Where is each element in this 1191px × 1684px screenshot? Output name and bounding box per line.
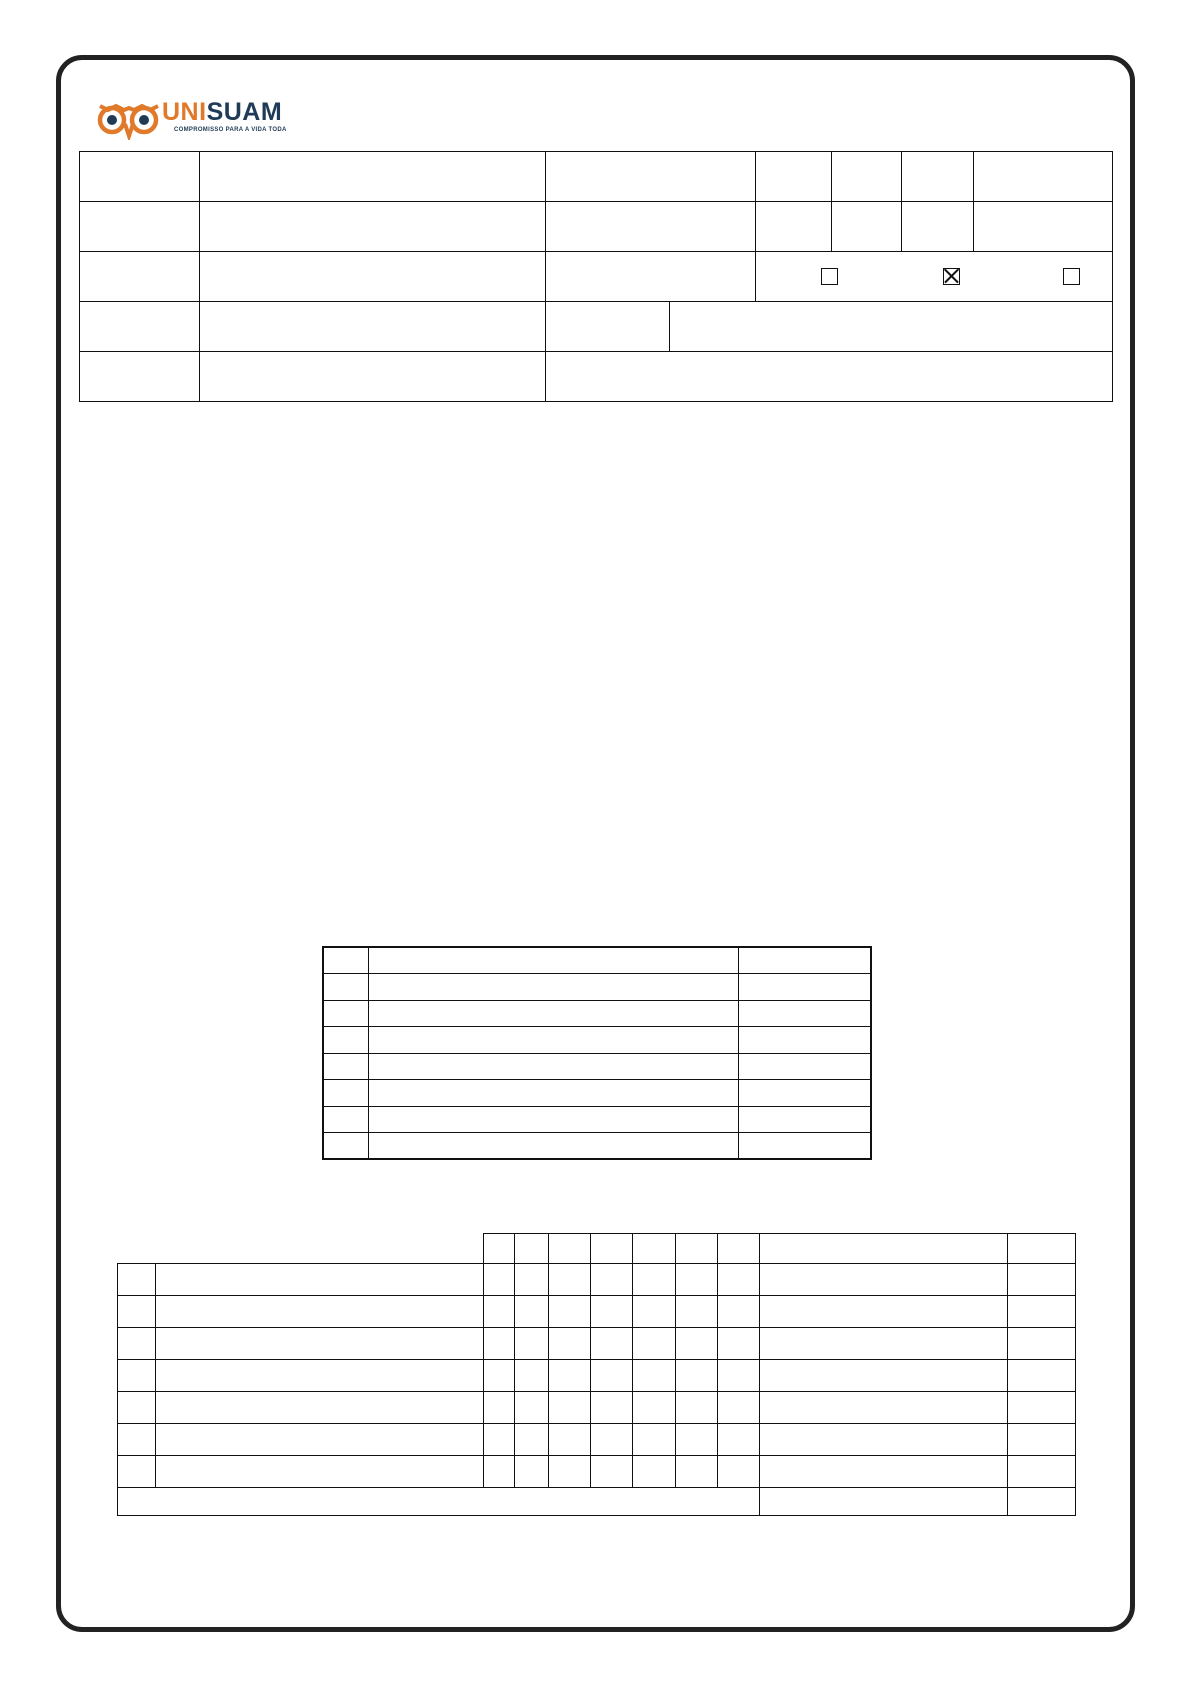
scores-cell bbox=[156, 1360, 484, 1392]
grade-cell bbox=[368, 1133, 738, 1160]
scores-cell bbox=[633, 1264, 676, 1296]
scores-cell bbox=[760, 1296, 1008, 1328]
scores-cell bbox=[676, 1392, 718, 1424]
grade-cell bbox=[368, 974, 738, 1001]
scores-cell bbox=[760, 1424, 1008, 1456]
scores-cell bbox=[515, 1392, 549, 1424]
scores-cell bbox=[718, 1296, 760, 1328]
header-cell bbox=[546, 302, 670, 352]
scores-cell bbox=[1008, 1392, 1076, 1424]
scores-row bbox=[118, 1360, 1076, 1392]
scores-cell bbox=[718, 1424, 760, 1456]
scores-footer-cell bbox=[118, 1488, 760, 1516]
scores-cell bbox=[549, 1264, 591, 1296]
grade-row bbox=[323, 1106, 871, 1133]
scores-cell bbox=[591, 1296, 633, 1328]
header-cell bbox=[200, 302, 546, 352]
header-cell bbox=[756, 202, 832, 252]
grade-row bbox=[323, 1000, 871, 1027]
scores-cell bbox=[515, 1328, 549, 1360]
header-cell bbox=[902, 202, 974, 252]
header-cell bbox=[200, 252, 546, 302]
scores-cell bbox=[118, 1392, 156, 1424]
scores-cell bbox=[156, 1328, 484, 1360]
grade-row bbox=[323, 974, 871, 1001]
header-info-table bbox=[79, 151, 1113, 402]
header-cell bbox=[80, 152, 200, 202]
modality-checkbox-2[interactable] bbox=[943, 268, 960, 285]
header-cell bbox=[200, 152, 546, 202]
grade-cell bbox=[323, 1027, 368, 1054]
scores-cell bbox=[633, 1456, 676, 1488]
logo-wordmark bbox=[162, 98, 282, 127]
scores-cell bbox=[1008, 1264, 1076, 1296]
grade-row bbox=[323, 1027, 871, 1054]
header-cell bbox=[974, 152, 1113, 202]
grade-cell bbox=[368, 1027, 738, 1054]
header-cell bbox=[756, 152, 832, 202]
scores-cell bbox=[515, 1296, 549, 1328]
scores-cell bbox=[484, 1264, 515, 1296]
scores-cell bbox=[484, 1296, 515, 1328]
scores-cell bbox=[591, 1264, 633, 1296]
scores-cell bbox=[633, 1424, 676, 1456]
header-cell bbox=[670, 302, 1113, 352]
grade-cell bbox=[323, 1053, 368, 1080]
scores-cell bbox=[591, 1392, 633, 1424]
header-row bbox=[80, 252, 1113, 302]
scores-footer-row bbox=[118, 1488, 1076, 1516]
scores-cell bbox=[633, 1328, 676, 1360]
scores-header-cell bbox=[515, 1234, 549, 1264]
scores-cell bbox=[515, 1360, 549, 1392]
grade-cell bbox=[738, 1133, 871, 1160]
grade-cell bbox=[368, 947, 738, 974]
header-row bbox=[80, 352, 1113, 402]
scores-table bbox=[117, 1233, 1076, 1516]
grade-cell bbox=[738, 1000, 871, 1027]
scores-cell bbox=[1008, 1328, 1076, 1360]
header-cell bbox=[902, 152, 974, 202]
scores-cell bbox=[718, 1360, 760, 1392]
header-cell bbox=[546, 202, 756, 252]
header-row bbox=[80, 152, 1113, 202]
header-row bbox=[80, 202, 1113, 252]
scores-cell bbox=[591, 1424, 633, 1456]
scores-header-cell bbox=[1008, 1234, 1076, 1264]
header-cell bbox=[80, 202, 200, 252]
grade-summary-table bbox=[322, 946, 872, 1160]
owl-icon bbox=[96, 96, 162, 140]
scores-cell bbox=[760, 1456, 1008, 1488]
scores-cell bbox=[760, 1264, 1008, 1296]
grade-cell bbox=[738, 974, 871, 1001]
scores-cell bbox=[515, 1424, 549, 1456]
scores-cell bbox=[591, 1456, 633, 1488]
grade-cell bbox=[368, 1000, 738, 1027]
grade-cell bbox=[738, 1053, 871, 1080]
scores-cell bbox=[549, 1392, 591, 1424]
grade-cell bbox=[323, 1106, 368, 1133]
scores-cell bbox=[484, 1424, 515, 1456]
header-cell bbox=[546, 352, 1113, 402]
header-row bbox=[80, 302, 1113, 352]
scores-cell bbox=[118, 1328, 156, 1360]
scores-cell bbox=[718, 1456, 760, 1488]
grade-row bbox=[323, 947, 871, 974]
scores-row bbox=[118, 1456, 1076, 1488]
scores-cell bbox=[676, 1424, 718, 1456]
grade-cell bbox=[323, 974, 368, 1001]
scores-cell bbox=[633, 1296, 676, 1328]
scores-cell bbox=[484, 1328, 515, 1360]
scores-header-cell bbox=[591, 1234, 633, 1264]
scores-cell bbox=[549, 1424, 591, 1456]
header-cell bbox=[546, 252, 756, 302]
scores-cell bbox=[718, 1328, 760, 1360]
scores-cell bbox=[484, 1456, 515, 1488]
scores-row bbox=[118, 1392, 1076, 1424]
grade-cell bbox=[738, 1106, 871, 1133]
scores-cell bbox=[156, 1264, 484, 1296]
scores-cell bbox=[1008, 1424, 1076, 1456]
scores-row bbox=[118, 1296, 1076, 1328]
scores-cell bbox=[676, 1296, 718, 1328]
scores-cell bbox=[760, 1328, 1008, 1360]
grade-cell bbox=[323, 1080, 368, 1107]
scores-cell bbox=[515, 1456, 549, 1488]
header-cell bbox=[80, 302, 200, 352]
scores-row bbox=[118, 1328, 1076, 1360]
header-cell bbox=[80, 352, 200, 402]
scores-cell bbox=[549, 1360, 591, 1392]
grade-cell bbox=[738, 1027, 871, 1054]
scores-header-cell bbox=[484, 1234, 515, 1264]
scores-cell bbox=[676, 1360, 718, 1392]
scores-cell bbox=[676, 1264, 718, 1296]
header-cell bbox=[832, 202, 902, 252]
scores-cell bbox=[118, 1456, 156, 1488]
scores-cell bbox=[676, 1328, 718, 1360]
scores-cell bbox=[633, 1392, 676, 1424]
scores-footer-cell bbox=[760, 1488, 1008, 1516]
scores-cell bbox=[676, 1456, 718, 1488]
scores-cell bbox=[718, 1264, 760, 1296]
scores-header-cell bbox=[760, 1234, 1008, 1264]
scores-cell bbox=[156, 1392, 484, 1424]
scores-cell bbox=[156, 1424, 484, 1456]
modality-checkbox-3[interactable] bbox=[1063, 268, 1080, 285]
scores-header-row bbox=[118, 1234, 1076, 1264]
unisuam-logo bbox=[96, 96, 306, 140]
scores-cell bbox=[549, 1456, 591, 1488]
grade-cell bbox=[323, 947, 368, 974]
header-cell bbox=[832, 152, 902, 202]
scores-header-cell bbox=[549, 1234, 591, 1264]
header-cell bbox=[200, 202, 546, 252]
grade-cell bbox=[323, 1133, 368, 1160]
grade-cell bbox=[368, 1053, 738, 1080]
grade-row bbox=[323, 1053, 871, 1080]
scores-cell bbox=[515, 1264, 549, 1296]
scores-cell bbox=[484, 1360, 515, 1392]
header-cell bbox=[200, 352, 546, 402]
grade-cell bbox=[368, 1080, 738, 1107]
grade-row bbox=[323, 1080, 871, 1107]
scores-header-cell bbox=[633, 1234, 676, 1264]
header-cell bbox=[80, 252, 200, 302]
scores-header-cell bbox=[718, 1234, 760, 1264]
scores-cell bbox=[760, 1360, 1008, 1392]
grade-cell bbox=[368, 1106, 738, 1133]
logo-tagline: COMPROMISSO PARA A VIDA TODA bbox=[174, 127, 287, 133]
scores-cell bbox=[118, 1264, 156, 1296]
grade-cell bbox=[738, 1080, 871, 1107]
scores-cell bbox=[591, 1360, 633, 1392]
scores-cell bbox=[591, 1328, 633, 1360]
scores-header-cell bbox=[676, 1234, 718, 1264]
scores-row bbox=[118, 1264, 1076, 1296]
scores-cell bbox=[484, 1392, 515, 1424]
grade-row bbox=[323, 1133, 871, 1160]
scores-cell bbox=[760, 1392, 1008, 1424]
scores-cell bbox=[156, 1296, 484, 1328]
grade-cell bbox=[738, 947, 871, 974]
scores-cell bbox=[118, 1360, 156, 1392]
scores-cell bbox=[156, 1456, 484, 1488]
scores-cell bbox=[1008, 1360, 1076, 1392]
scores-cell bbox=[718, 1392, 760, 1424]
scores-row bbox=[118, 1424, 1076, 1456]
logo-prefix: UNI bbox=[162, 98, 207, 126]
grade-cell bbox=[323, 1000, 368, 1027]
header-cell bbox=[974, 202, 1113, 252]
scores-footer-cell bbox=[1008, 1488, 1076, 1516]
scores-cell bbox=[633, 1360, 676, 1392]
scores-cell bbox=[549, 1296, 591, 1328]
scores-cell bbox=[118, 1296, 156, 1328]
scores-header-blank bbox=[118, 1234, 484, 1264]
scores-cell bbox=[549, 1328, 591, 1360]
modality-checkbox-1[interactable] bbox=[821, 268, 838, 285]
scores-cell bbox=[1008, 1456, 1076, 1488]
modality-cell bbox=[756, 252, 1113, 302]
header-cell bbox=[546, 152, 756, 202]
scores-cell bbox=[1008, 1296, 1076, 1328]
scores-cell bbox=[118, 1424, 156, 1456]
logo-suffix: SUAM bbox=[206, 98, 283, 126]
